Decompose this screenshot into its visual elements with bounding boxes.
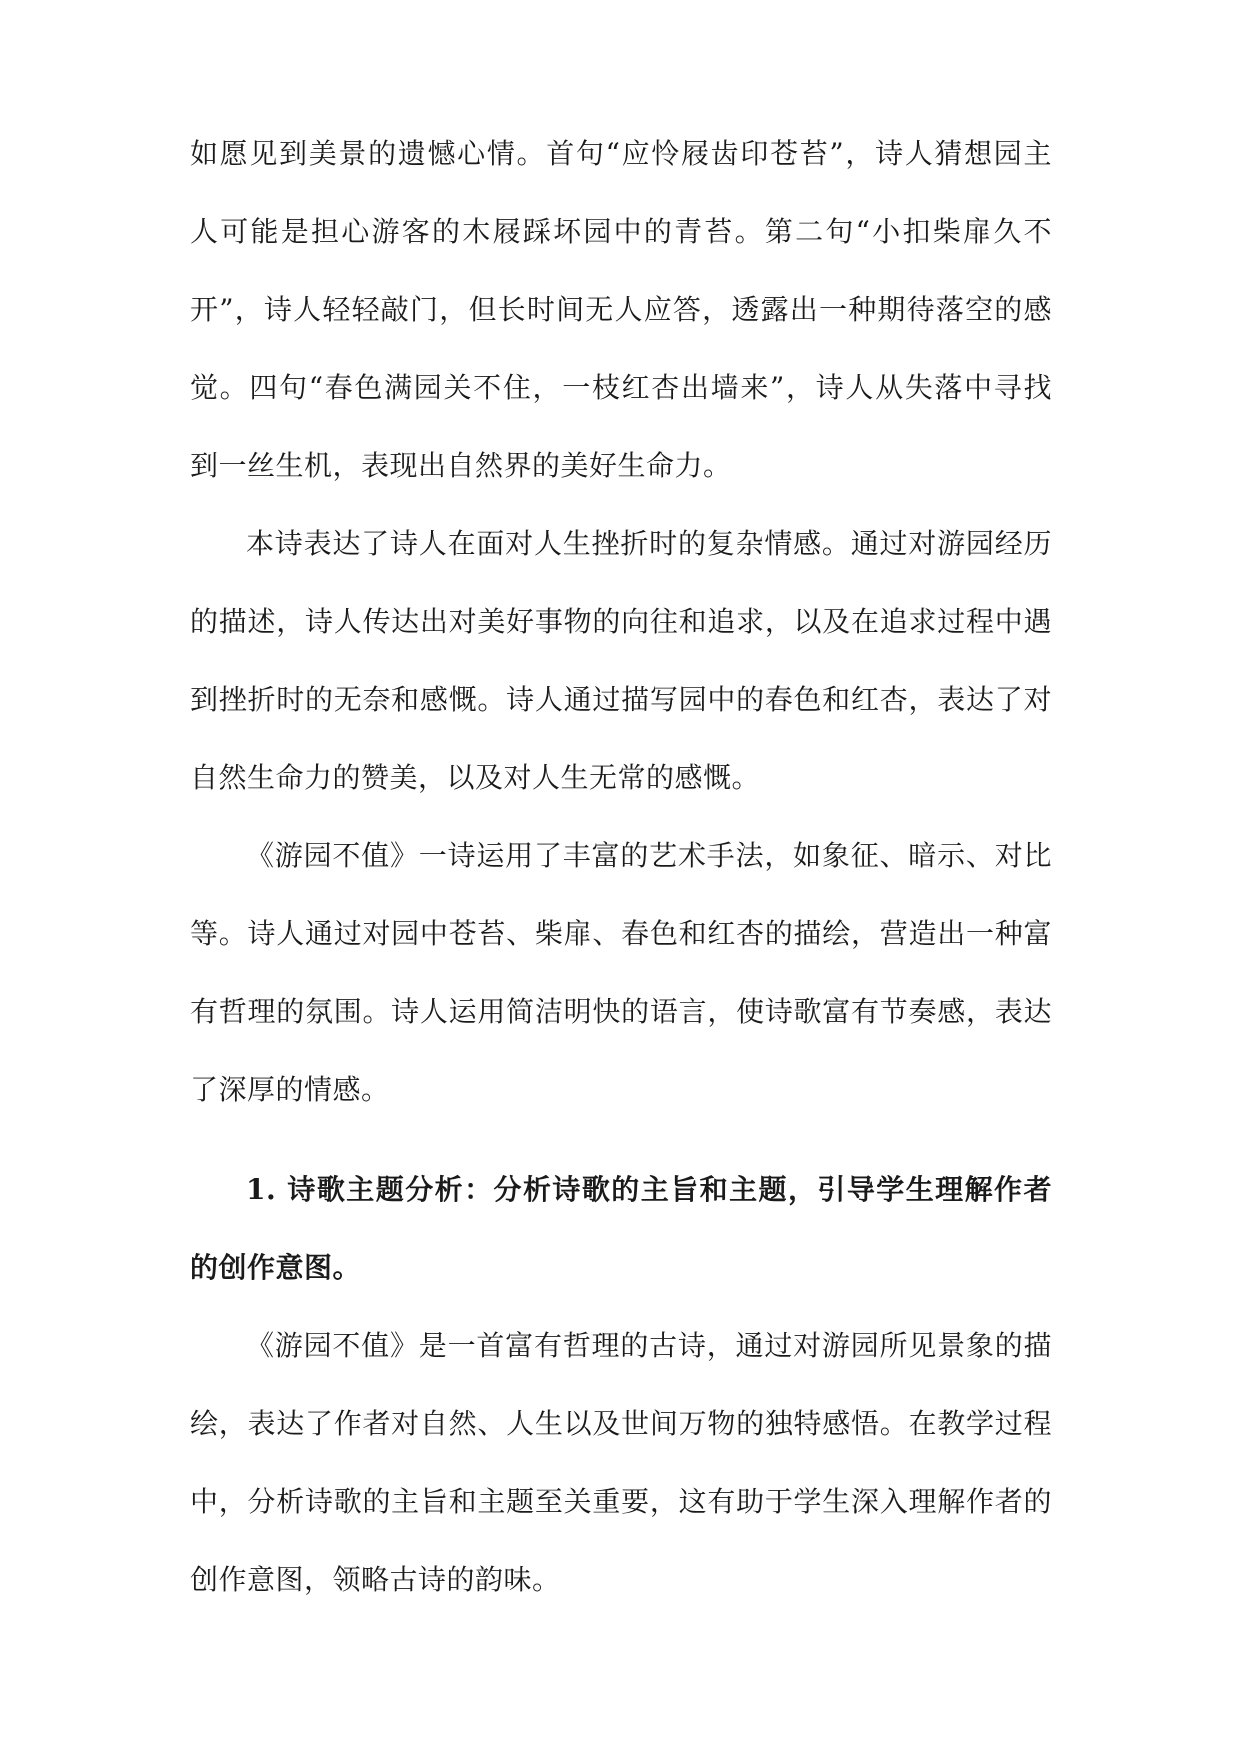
paragraph-5-line-1: 《游园不值》是一首富有哲理的古诗，通过对游园所见景象的描 — [246, 1329, 1052, 1362]
paragraph-5-line-4: 创作意图，领略古诗的韵味。 — [190, 1563, 561, 1596]
paragraph-5-line-3: 中，分析诗歌的主旨和主题至关重要，这有助于学生深入理解作者的 — [190, 1485, 1052, 1518]
paragraph-1-line-4: 觉。四句“春色满园关不住，一枝红杏出墙来”，诗人从失落中寻找 — [190, 371, 1052, 404]
paragraph-1-line-1: 如愿见到美景的遗憾心情。首句“应怜屐齿印苍苔”，诗人猜想园主 — [190, 137, 1052, 170]
paragraph-3-line-4: 了深厚的情感。 — [190, 1073, 390, 1106]
paragraph-1-line-3: 开”，诗人轻轻敲门，但长时间无人应答，透露出一种期待落空的感 — [190, 293, 1052, 326]
paragraph-1-line-5: 到一丝生机，表现出自然界的美好生命力。 — [190, 449, 732, 482]
paragraph-1-line-2: 人可能是担心游客的木屐踩坏园中的青苔。第二句“小扣柴扉久不 — [190, 215, 1052, 248]
paragraph-5-line-2: 绘，表达了作者对自然、人生以及世间万物的独特感悟。在教学过程 — [190, 1407, 1052, 1440]
paragraph-3-line-2: 等。诗人通过对园中苍苔、柴扉、春色和红杏的描绘，营造出一种富 — [190, 917, 1052, 950]
section-heading-line-1: 1. 诗歌主题分析：分析诗歌的主旨和主题，引导学生理解作者 — [246, 1173, 1052, 1206]
section-heading-line-2: 的创作意图。 — [190, 1251, 362, 1284]
paragraph-3-line-3: 有哲理的氛围。诗人运用简洁明快的语言，使诗歌富有节奏感，表达 — [190, 995, 1052, 1028]
paragraph-2-line-3: 到挫折时的无奈和感慨。诗人通过描写园中的春色和红杏，表达了对 — [190, 683, 1052, 716]
paragraph-2-line-4: 自然生命力的赞美，以及对人生无常的感慨。 — [190, 761, 761, 794]
paragraph-2-line-2: 的描述，诗人传达出对美好事物的向往和追求，以及在追求过程中遇 — [190, 605, 1052, 638]
paragraph-2-line-1: 本诗表达了诗人在面对人生挫折时的复杂情感。通过对游园经历 — [246, 527, 1052, 560]
paragraph-3-line-1: 《游园不值》一诗运用了丰富的艺术手法，如象征、暗示、对比 — [246, 839, 1052, 872]
